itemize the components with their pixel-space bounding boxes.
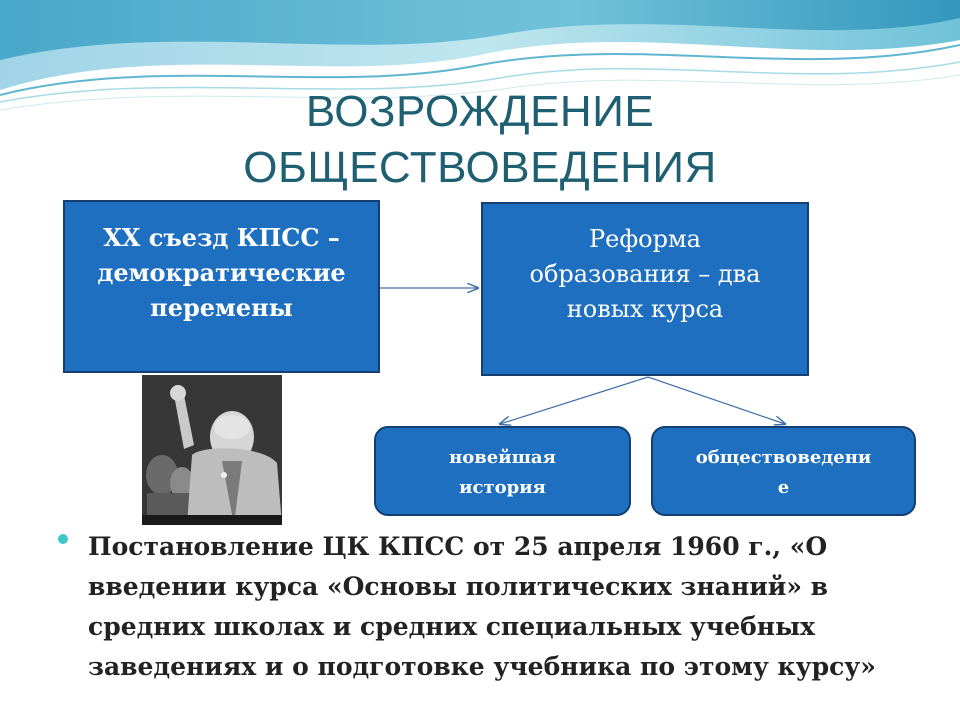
bullet-text: Постановление ЦК КПСС от 25 апреля 1960 г., «О введении курса «Основы политических знаний» в средних школах и средних специальных учебных заведениях и о подготовке учебника по этому курсу» bbox=[88, 532, 876, 681]
reform-line-3: новых курса bbox=[566, 295, 724, 323]
khrushchev-photo bbox=[142, 375, 282, 525]
social-line-1: обществоведени bbox=[695, 447, 872, 468]
title-line-2: ОБЩЕСТВОВЕДЕНИЯ bbox=[243, 143, 717, 192]
social-line-2: е bbox=[777, 477, 790, 498]
congress-line-2: демократические bbox=[97, 258, 346, 287]
title-line-1: ВОЗРОЖДЕНИЕ bbox=[305, 87, 655, 136]
reform-line-1: Реформа bbox=[589, 225, 701, 253]
congress-line-3: перемены bbox=[150, 293, 293, 322]
congress-box bbox=[63, 200, 380, 373]
reform-line-2: образования – два bbox=[529, 260, 761, 288]
reform-box bbox=[481, 202, 809, 376]
history-course-box bbox=[374, 426, 631, 516]
congress-line-1: XX съезд КПСС – bbox=[103, 223, 340, 252]
bullet-dot-icon bbox=[58, 534, 68, 544]
history-line-2: история bbox=[459, 477, 546, 498]
social-studies-course-box bbox=[651, 426, 916, 516]
history-line-1: новейшая bbox=[449, 447, 556, 468]
